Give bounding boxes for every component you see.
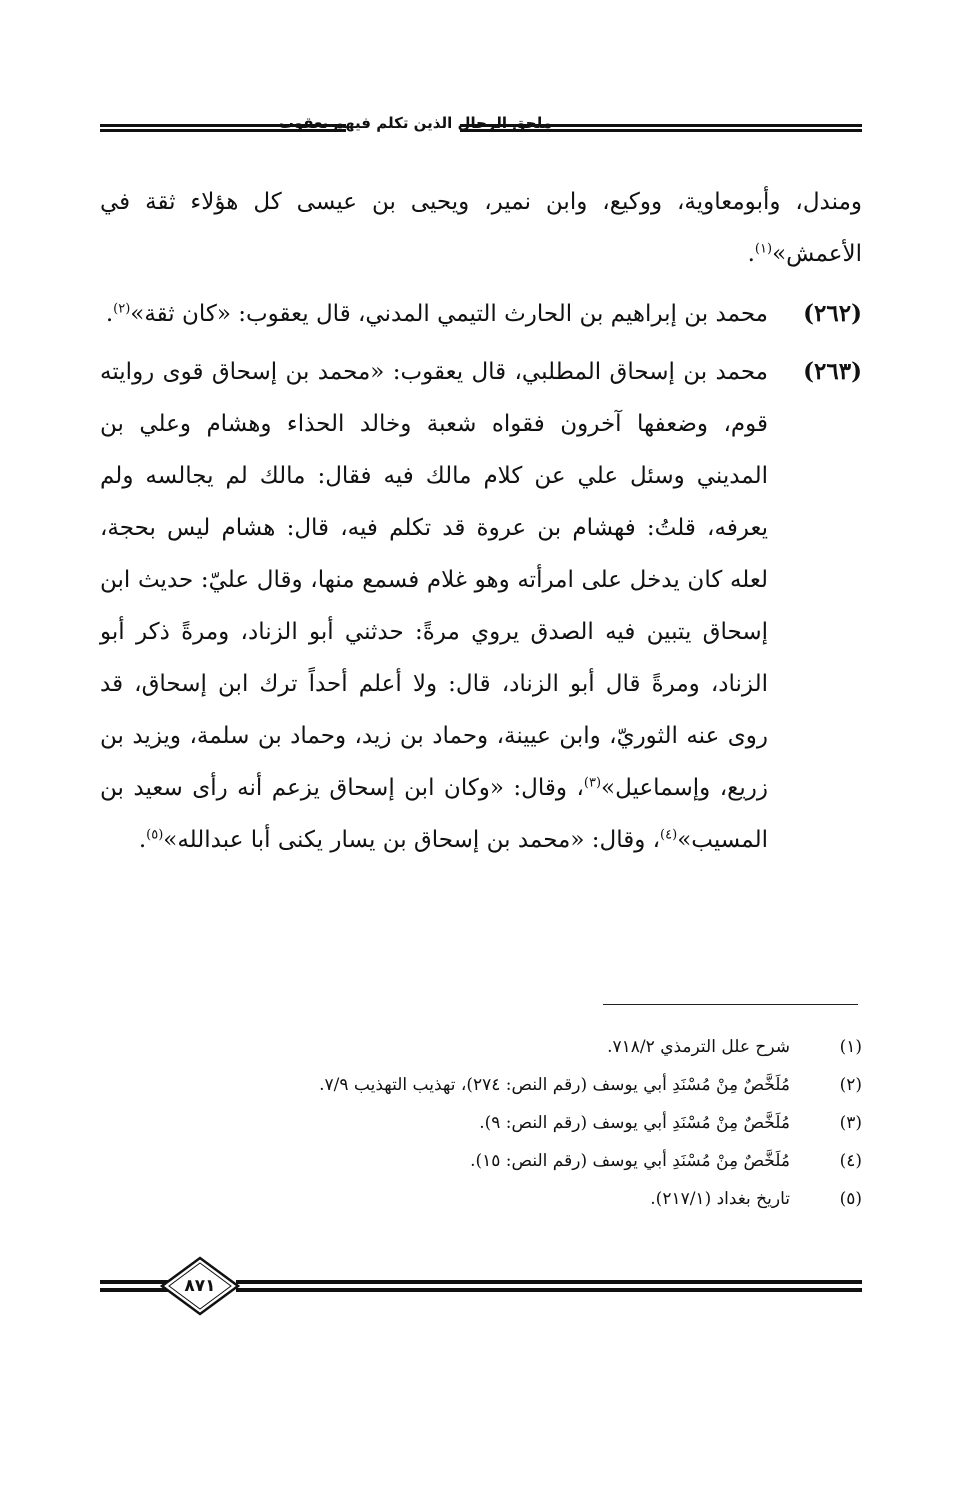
footnote-2: [100, 1066, 862, 1104]
entry-text-c: ، وقال: «محمد بن إسحاق بن يسار يكنى أبا عبدالله»: [163, 827, 661, 853]
page-number: ٨٧١: [184, 1276, 216, 1296]
entry-text-b: ، وقال: «وكان ابن إسحاق يزعم أنه رأى سعيد بن المسيب»: [100, 775, 768, 853]
footnote-text: مُلَخَّصٌ مِنْ مُسْنَدِ أبي يوسف (رقم النص: ٩).: [479, 1113, 790, 1133]
footnote-number: (٤): [839, 1151, 862, 1171]
footnote-ref: (٣): [583, 775, 602, 791]
entry-text: محمد بن إبراهيم بن الحارث التيمي المدني، قال يعقوب: «كان ثقة»$^{(٢)}$.: [105, 301, 768, 327]
footer-rule-right: [236, 1280, 862, 1292]
continuation-paragraph: ومندل، وأبومعاوية، ووكيع، وابن نمير، ويحيى بن عيسى كل هؤلاء ثقة في الأعمش»$^{(١)}$.: [100, 189, 862, 267]
entry-number: (٢٦٣): [803, 358, 862, 385]
footnote-3: [100, 1104, 862, 1142]
continuation-text: ومندل، وأبومعاوية، ووكيع، وابن نمير، ويحيى بن عيسى كل هؤلاء ثقة في الأعمش»: [100, 189, 862, 267]
footnote-number: (٣): [839, 1113, 862, 1133]
footnote-ref: (٤): [660, 827, 678, 843]
footnote-separator: [603, 1004, 858, 1005]
footnote-5: [100, 1180, 862, 1218]
main-text: [100, 176, 862, 872]
footnote-number: (١): [839, 1037, 862, 1057]
page-footer: [100, 1256, 862, 1316]
footnote-text: تاريخ بغداد (٢١٧/١).: [650, 1189, 790, 1209]
entry-number: (٢٦٢): [803, 300, 862, 327]
page-number-diamond: [160, 1256, 240, 1316]
footnote-ref: (١): [754, 241, 773, 257]
footnote-4: [100, 1142, 862, 1180]
footnotes: [100, 1028, 862, 1218]
footnote-text: شرح علل الترمذي ٧١٨/٢.: [607, 1037, 790, 1057]
footnote-number: (٥): [839, 1189, 862, 1209]
entry-text-a: محمد بن إسحاق المطلبي، قال يعقوب: «محمد بن إسحاق قوى روايته قوم، وضعفها آخرون فقواه شعبة وخالد الحذاء وهشام وعلي بن المديني وسئل علي عن كلام مالك فيه فقال: مالك لم يجالسه ولم يعرفه، قلتُ: فهشام بن عروة قد تكلم فيه، قال: هشام ليس بحجة، لعله كان يدخل على امرأته وهو غلام فسمع منها، وقال عليّ: حديث ابن إسحاق يتبين فيه الصدق يروي مرةً: حدثني أبو الزناد، ومرةً ذكر أبو الزناد، ومرةً قال أبو الزناد، قال: ولا أعلم أحداً ترك ابن إسحاق، قد روى عنه الثوريّ، وابن عيينة، وحماد بن زيد، وحماد بن سلمة، ويزيد بن زريع، وإسماعيل»: [100, 359, 769, 801]
footnote-number: (٢): [839, 1075, 862, 1095]
entry-262: [100, 288, 862, 340]
running-header: [100, 112, 862, 148]
footnote-1: [100, 1028, 862, 1066]
entry-text: محمد بن إسحاق المطلبي، قال يعقوب: «محمد بن إسحاق قوى روايته قوم، وضعفها آخرون فقواه شعبة وخالد الحذاء وهشام وعلي بن المديني وسئل علي عن كلام مالك فيه فقال: مالك لم يجالسه ولم يعرفه، قلتُ: فهشام بن عروة قد تكلم فيه، قال: هشام ليس بحجة، لعله كان يدخل على امرأته وهو غلام فسمع منها، وقال عليّ: حديث ابن إسحاق يتبين فيه الصدق يروي مرةً: حدثني أبو الزناد، ومرةً ذكر أبو الزناد، ومرةً قال أبو الزناد، قال: ولا أعلم أحداً ترك ابن إسحاق، قد روى عنه الثوريّ، وابن عيينة، وحماد بن زيد، وحماد بن سلمة، ويزيد بن زريع، وإسماعيل»$^{(٣)}$، وقال: «وكان ابن إسحاق يزعم أنه رأى سعيد بن المسيب»$^{(٤)}$، وقال: «محمد بن إسحاق بن يسار يكنى أبا عبدالله»$^{(٥)}$.: [100, 359, 769, 853]
footnote-ref: (٥): [146, 827, 164, 843]
entry-text-body: محمد بن إبراهيم بن الحارث التيمي المدني، قال يعقوب: «كان ثقة»: [130, 301, 768, 327]
footnote-text: مُلَخَّصٌ مِنْ مُسْنَدِ أبي يوسف (رقم النص: ٢٧٤)، تهذيب التهذيب ٧/٩.: [319, 1075, 790, 1095]
footnote-text: مُلَخَّصٌ مِنْ مُسْنَدِ أبي يوسف (رقم النص: ١٥).: [470, 1151, 790, 1171]
header-title: ملحق الرجال الذين تكلم فيهم يعقوب: [278, 114, 552, 132]
entry-263: [100, 346, 862, 866]
header-rule-right: [460, 124, 862, 132]
footnote-ref: (٢): [113, 301, 131, 317]
